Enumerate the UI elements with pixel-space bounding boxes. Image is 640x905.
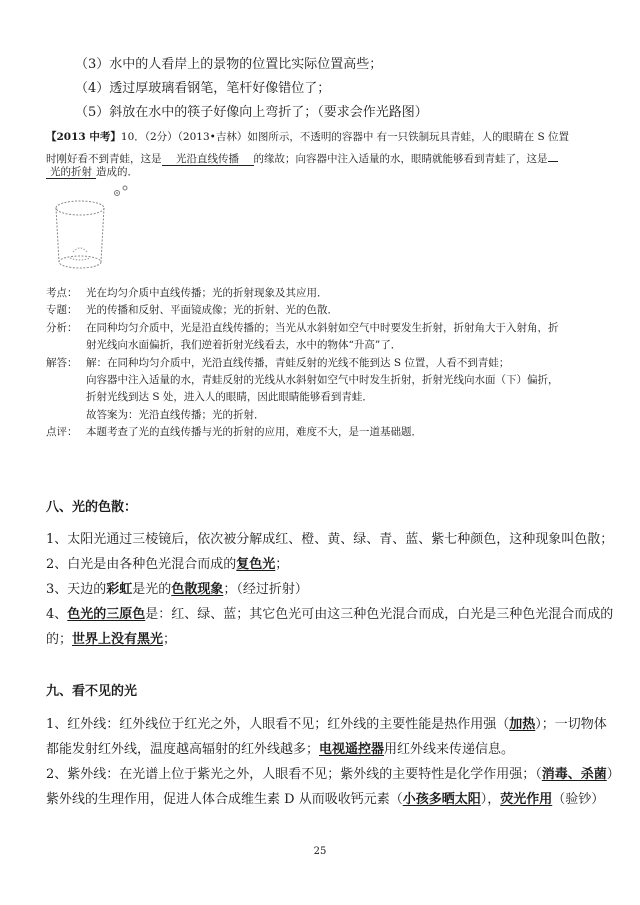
jieda-line-1: 解：在同种均匀介质中，光沿直线传播，青蛙反射的光线不能到达 S 位置，人看不到青蛙； (86, 357, 510, 369)
text: 是光的 (132, 582, 172, 597)
keyword-complex-light: 复色光 (236, 557, 276, 572)
text: 的； (46, 632, 73, 647)
section-8-p4-line-2 (46, 632, 176, 648)
answer-blank-1: 光沿直线传播 (162, 153, 254, 166)
section-9-p2-line-2 (46, 792, 604, 808)
section-8-heading: 八、光的色散： (46, 500, 138, 515)
item-5: （5）斜放在水中的筷子好像向上弯折了；（要求会作光路图） (75, 105, 428, 120)
exam-line-3 (46, 166, 138, 179)
jieda-line-2: 向容器中注入适量的水，青蛙反射的光线从水斜射如空气中时发生折射，折射光线向水面（下）偏折， (86, 374, 559, 386)
section-8-p1: 1、太阳光通过三棱镜后，依次被分解成红、橙、黄、绿、青、蓝、紫七种颜色，这种现象叫色散； (46, 532, 614, 547)
text: 是：红、绿、蓝；其它色光可由这三种色光混合而成，白光是三种色光混合而成的 (145, 607, 614, 622)
eye-icon (115, 186, 128, 196)
text: 用红外线来传递信息。 (384, 742, 515, 757)
answer-blank-2: 光的折射 (46, 166, 96, 179)
fenxi-line-2: 射光线向水面偏折，我们逆着折射光线看去，水中的物体“升高”了． (86, 339, 402, 351)
exam-text: 造成的． (96, 166, 138, 178)
fenxi-label: 分析： (46, 322, 78, 334)
section-8-p4-line-1 (46, 607, 613, 623)
keyword-fluorescence: 荧光作用 (500, 792, 553, 807)
page-number: 25 (313, 846, 327, 857)
section-9-p2-line-1 (46, 767, 620, 783)
jieda-line-3: 折射光线到达 S 处，进入人的眼睛，因此眼睛能够看到青蛙． (86, 391, 373, 403)
item-4: （4）透过厚玻璃看钢笔，笔杆好像错位了； (75, 81, 331, 96)
keyword-sunbathe: 小孩多晒太阳 (402, 792, 481, 807)
zhuanti-text: 光的传播和反射、平面镜成像；光的折射、光的色散． (86, 304, 338, 316)
kaodian-label: 考点： (46, 287, 78, 299)
answer-blank-2-start (548, 149, 558, 162)
exam-text: 的缘故；向容器中注入适量的水，眼睛就能够看到青蛙了，这是 (253, 153, 548, 165)
text: ； (275, 557, 289, 572)
exam-question-text: 10．（2分）（2013•吉林）如图所示，不透明的容器中 有一只铁制玩具青蛙，人的眼睛在 S 位置 (120, 131, 570, 143)
section-9-heading: 九、看不见的光 (46, 684, 138, 699)
keyword-dispersion: 色散现象 (171, 582, 224, 597)
container-figure (40, 184, 140, 274)
text: 2、白光是由各种色光混合而成的 (46, 557, 237, 572)
section-8-p3 (46, 582, 308, 598)
keyword-no-black-light: 世界上没有黑光 (72, 632, 164, 647)
text: 1、红外线：红外线位于红光之外，人眼看不见；红外线的主要性能是热作用强（ (46, 717, 510, 732)
jieda-label: 解答： (46, 357, 78, 369)
kaodian-text: 光在均匀介质中直线传播；光的折射现象及其应用． (86, 287, 328, 299)
exam-text: 时刚好看不到青蛙，这是 (46, 153, 162, 165)
dianping-label: 点评： (46, 426, 78, 438)
text: ； (163, 632, 177, 647)
text: （验钞） (552, 792, 605, 807)
section-9-p1-line-2 (46, 742, 514, 758)
fenxi-line-1: 在同种均匀介质中，光是沿直线传播的；当光从水斜射如空气中时要发生折射，折射角大于入射角，折 (86, 322, 559, 334)
keyword-disinfect: 消毒、杀菌 (541, 767, 607, 782)
section-8-p2 (46, 557, 288, 573)
text: ）， (480, 792, 501, 807)
exam-tag: 【2013 中考】 (46, 131, 121, 143)
keyword-tv-remote: 电视遥控器 (319, 742, 385, 757)
text: 2、紫外线：在光谱上位于紫光之外，人眼看不见；紫外线的主要特性是化学作用强；（ (46, 767, 542, 782)
exam-line-2 (46, 149, 558, 166)
text: 紫外线的生理作用，促进人体合成维生素 D 从而吸收钙元素（ (46, 792, 403, 807)
text: ）；一切物体 (535, 717, 607, 732)
keyword-heating: 加热 (509, 717, 536, 732)
text: ；（经过折射） (223, 582, 308, 597)
zhuanti-label: 专题： (46, 304, 78, 316)
text: 3、天边的 (46, 582, 107, 597)
keyword-rainbow: 彩虹 (106, 582, 133, 597)
dianping-text: 本题考查了光的直线传播与光的折射的应用，难度不大，是一道基础题． (86, 426, 422, 438)
item-3: （3）水中的人看岸上的景物的位置比实际位置高些； (75, 57, 383, 72)
keyword-primary-colors: 色光的三原色 (67, 607, 146, 622)
text: 都能发射红外线，温度越高辐射的红外线越多； (46, 742, 320, 757)
text: 4、 (46, 607, 68, 622)
jieda-line-4: 故答案为：光沿直线传播；光的折射． (86, 409, 265, 421)
section-9-p1-line-1 (46, 717, 607, 733)
text: ） (606, 767, 620, 782)
exam-line-1 (46, 131, 569, 144)
